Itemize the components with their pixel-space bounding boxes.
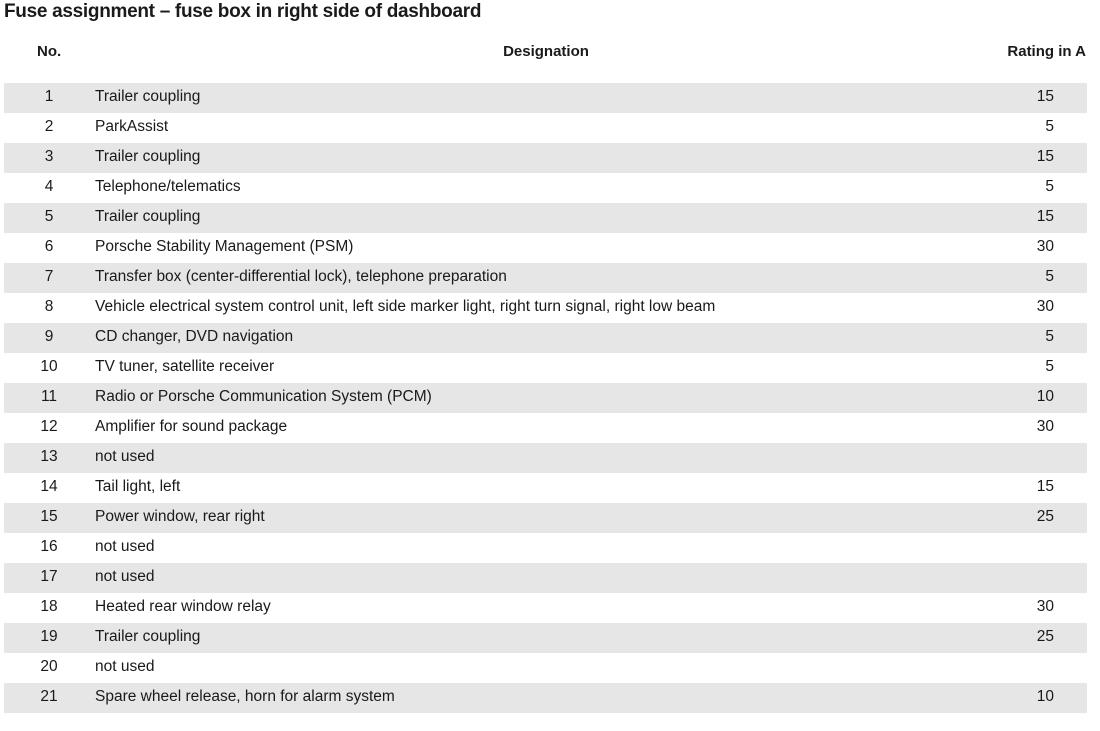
fuse-number: 1 xyxy=(44,88,54,105)
table-row xyxy=(4,323,1087,353)
fuse-designation: not used xyxy=(95,568,155,585)
fuse-designation: TV tuner, satellite receiver xyxy=(95,358,275,375)
fuse-number: 4 xyxy=(44,178,54,195)
fuse-rating: 10 xyxy=(1036,688,1054,705)
fuse-designation: Trailer coupling xyxy=(95,148,201,165)
fuse-number: 9 xyxy=(44,328,54,345)
fuse-designation: Vehicle electrical system control unit, left side marker light, right turn signal, right low beam xyxy=(95,298,716,315)
fuse-number: 18 xyxy=(40,598,58,615)
table-row xyxy=(4,173,1087,203)
table-row xyxy=(4,683,1087,713)
fuse-rating: 5 xyxy=(1045,328,1054,345)
fuse-rating: 5 xyxy=(1045,178,1054,195)
fuse-rating: 30 xyxy=(1036,418,1054,435)
fuse-rating: 30 xyxy=(1036,298,1054,315)
table-row xyxy=(4,143,1087,173)
table-row xyxy=(4,623,1087,653)
fuse-designation: ParkAssist xyxy=(95,118,169,135)
fuse-designation: not used xyxy=(95,658,155,675)
fuse-number: 12 xyxy=(40,418,58,435)
fuse-number: 2 xyxy=(44,118,54,135)
fuse-rating: 15 xyxy=(1036,148,1054,165)
fuse-designation: Telephone/telematics xyxy=(95,178,241,195)
table-row xyxy=(4,113,1087,143)
table-row xyxy=(4,473,1087,503)
fuse-designation: Transfer box (center-differential lock), telephone preparation xyxy=(95,268,507,285)
fuse-rating: 30 xyxy=(1036,598,1054,615)
fuse-number: 17 xyxy=(40,568,58,585)
fuse-rating: 15 xyxy=(1036,208,1054,225)
fuse-designation: Power window, rear right xyxy=(95,508,265,525)
table-row xyxy=(4,293,1087,323)
fuse-number: 16 xyxy=(40,538,58,555)
fuse-designation: Spare wheel release, horn for alarm system xyxy=(95,688,395,705)
fuse-designation: Radio or Porsche Communication System (PCM) xyxy=(95,388,432,405)
fuse-table-body xyxy=(4,83,1087,713)
table-row xyxy=(4,443,1087,473)
table-row xyxy=(4,353,1087,383)
fuse-number: 20 xyxy=(40,658,58,675)
fuse-designation: Amplifier for sound package xyxy=(95,418,288,435)
fuse-designation: Trailer coupling xyxy=(95,628,201,645)
page-title: Fuse assignment – fuse box in right side of dashboard xyxy=(4,1,482,22)
fuse-designation: not used xyxy=(95,538,155,555)
fuse-number: 6 xyxy=(44,238,54,255)
fuse-designation: not used xyxy=(95,448,155,465)
table-row xyxy=(4,203,1087,233)
fuse-designation: CD changer, DVD navigation xyxy=(95,328,294,345)
fuse-number: 19 xyxy=(40,628,58,645)
fuse-designation: Heated rear window relay xyxy=(95,598,271,615)
fuse-rating: 25 xyxy=(1036,628,1054,645)
fuse-rating: 15 xyxy=(1036,88,1054,105)
column-header-no: No. xyxy=(37,43,62,60)
table-row xyxy=(4,383,1087,413)
fuse-number: 3 xyxy=(44,148,54,165)
fuse-rating: 30 xyxy=(1036,238,1054,255)
table-row xyxy=(4,83,1087,113)
fuse-number: 13 xyxy=(40,448,58,465)
table-row xyxy=(4,413,1087,443)
table-row xyxy=(4,563,1087,593)
fuse-rating: 5 xyxy=(1045,358,1054,375)
fuse-number: 10 xyxy=(40,358,58,375)
fuse-designation: Trailer coupling xyxy=(95,88,201,105)
fuse-rating: 5 xyxy=(1045,268,1054,285)
table-row xyxy=(4,233,1087,263)
fuse-rating: 15 xyxy=(1036,478,1054,495)
fuse-rating: 25 xyxy=(1036,508,1054,525)
fuse-designation: Porsche Stability Management (PSM) xyxy=(95,238,354,255)
fuse-number: 7 xyxy=(44,268,54,285)
column-header-rating: Rating in A xyxy=(1007,43,1086,60)
fuse-number: 5 xyxy=(44,208,54,225)
table-row xyxy=(4,533,1087,563)
fuse-number: 14 xyxy=(40,478,58,495)
table-header xyxy=(4,43,1088,65)
table-row xyxy=(4,503,1087,533)
fuse-number: 21 xyxy=(40,688,58,705)
column-header-designation: Designation xyxy=(503,43,589,60)
fuse-number: 8 xyxy=(44,298,54,315)
fuse-designation: Tail light, left xyxy=(95,478,181,495)
fuse-number: 11 xyxy=(40,388,58,405)
fuse-designation: Trailer coupling xyxy=(95,208,201,225)
table-row xyxy=(4,263,1087,293)
table-row xyxy=(4,653,1087,683)
fuse-number: 15 xyxy=(40,508,58,525)
fuse-rating: 5 xyxy=(1045,118,1054,135)
fuse-rating: 10 xyxy=(1036,388,1054,405)
table-row xyxy=(4,593,1087,623)
